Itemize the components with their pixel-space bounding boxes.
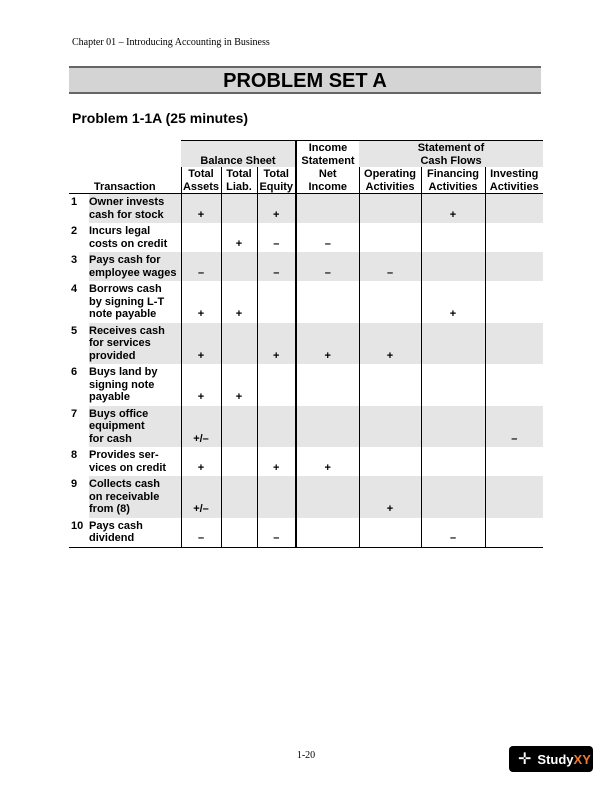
cell-investing: – [485,406,543,448]
transaction-line: employee wages [89,266,177,279]
table-row [69,281,543,323]
cell-operating [359,194,421,224]
cell-financing: – [421,518,485,548]
problem-table [69,140,543,548]
cell-liab [221,323,257,365]
table-row [69,223,543,252]
cell-financing [421,406,485,448]
cell-financing: + [421,194,485,224]
cell-investing [485,518,543,548]
cell-liab: + [221,223,257,252]
cell-income [296,281,359,323]
badge-text: StudyXY [537,751,591,767]
group-income-statement: Income Statement [296,141,359,168]
header-total-liab: Total Liab. [221,167,257,194]
cell-investing [485,194,543,224]
header-financing: Financing Activities [421,167,485,194]
cell-investing [485,447,543,476]
cell-income: + [296,447,359,476]
page-number: 1-20 [296,750,316,761]
cell-liab [221,194,257,224]
cell-financing [421,223,485,252]
transaction-line: from (8) [89,503,130,515]
cell-investing [485,323,543,365]
cell-investing [485,223,543,252]
table-row [69,364,543,406]
row-transaction [89,223,181,252]
header-net-income: Net Income [296,167,359,194]
transaction-line: Receives cash [89,324,165,337]
table-row [69,194,543,224]
cell-assets: + [181,364,221,406]
cell-liab [221,406,257,448]
cell-income: – [296,252,359,281]
cell-equity [257,364,296,406]
transaction-line: on receivable [89,490,160,503]
cell-income: + [296,323,359,365]
cell-liab [221,476,257,518]
cell-income [296,194,359,224]
cell-equity: + [257,323,296,365]
table-row [69,518,543,548]
chapter-header: Chapter 01 – Introducing Accounting in Business [72,37,270,48]
cell-financing [421,364,485,406]
transaction-line: note payable [89,308,157,320]
header-investing: Investing Activities [485,167,543,194]
row-transaction [89,252,181,281]
row-transaction [89,518,181,548]
header-total-equity: Total Equity [257,167,296,194]
transaction-line: dividend [89,532,135,544]
transaction-line: Incurs legal [89,225,151,237]
row-number: 1 [71,196,78,208]
cell-operating [359,447,421,476]
transaction-line: Buys land by [89,366,158,378]
cell-financing [421,323,485,365]
cell-liab: + [221,281,257,323]
cell-investing [485,252,543,281]
cell-financing [421,447,485,476]
cell-assets: +/– [181,406,221,448]
row-transaction [89,476,181,518]
transaction-line: for services [89,337,151,349]
cell-income [296,476,359,518]
header-total-assets: Total Assets [182,168,220,193]
row-transaction [89,323,181,365]
row-number: 6 [71,366,78,378]
cell-liab [221,447,257,476]
row-transaction [89,281,181,323]
row-number: 7 [71,407,78,420]
cell-assets: – [181,252,221,281]
transaction-line: by signing L-T [89,295,165,308]
cell-operating: – [359,252,421,281]
plus-icon: ✛ [518,751,532,768]
cell-operating [359,364,421,406]
cell-equity [257,476,296,518]
cell-equity: – [257,252,296,281]
transaction-line: signing note [89,378,155,391]
table-row [69,476,543,518]
cell-assets: + [181,194,221,224]
row-number: 9 [71,478,78,490]
cell-investing [485,281,543,323]
cell-assets: + [181,281,221,323]
row-transaction [89,447,181,476]
cell-assets: + [181,323,221,365]
page-title: PROBLEM SET A [69,66,541,94]
studyxy-badge[interactable] [509,746,593,772]
cell-equity: + [257,194,296,224]
row-number: 5 [71,324,78,337]
row-number: 4 [71,283,78,295]
cell-operating: + [359,476,421,518]
cell-liab [221,518,257,548]
cell-liab [221,252,257,281]
cell-equity [257,281,296,323]
row-number: 10 [69,518,89,548]
transaction-line: Collects cash [89,478,160,490]
cell-income: – [296,223,359,252]
cell-equity: + [257,447,296,476]
transaction-line: Borrows cash [89,283,162,295]
transaction-line: costs on credit [89,237,168,250]
cell-assets: +/– [181,476,221,518]
cell-income [296,406,359,448]
transaction-line: Provides ser- [89,449,159,461]
blank-header [69,141,181,168]
cell-assets: – [181,518,221,548]
cell-income [296,364,359,406]
transaction-line: Pays cash for [89,254,161,266]
cell-investing [485,476,543,518]
cell-operating [359,406,421,448]
cell-equity [257,406,296,448]
transaction-line: for cash [89,432,132,445]
table-row [69,252,543,281]
row-transaction [89,194,181,224]
header-operating: Operating Activities [359,167,421,194]
cell-operating [359,518,421,548]
transaction-line: Owner invests [89,196,165,208]
cell-operating: + [359,323,421,365]
row-number: 2 [71,225,78,237]
row-transaction [89,364,181,406]
cell-assets: + [181,447,221,476]
cell-liab: + [221,364,257,406]
cell-assets [181,223,221,252]
cell-equity: – [257,223,296,252]
cell-financing [421,252,485,281]
transaction-line: cash for stock [89,208,164,221]
table-row [69,447,543,476]
cell-operating [359,223,421,252]
transaction-line: Pays cash [89,519,143,532]
cell-financing: + [421,281,485,323]
cell-investing [485,364,543,406]
row-transaction [89,406,181,448]
transaction-line: provided [89,349,136,362]
row-number: 8 [71,449,78,461]
problem-title: Problem 1-1A (25 minutes) [72,110,249,126]
table-row [69,406,543,448]
transaction-line: equipment [89,420,145,432]
cell-financing [421,476,485,518]
cell-equity: – [257,518,296,548]
group-cash-flows: Statement of Cash Flows [359,141,543,168]
group-balance-sheet: Balance Sheet [181,141,296,168]
cell-income [296,518,359,548]
transaction-line: payable [89,391,130,403]
transaction-line: vices on credit [89,461,167,474]
header-transaction: Transaction [69,167,181,194]
row-number: 3 [71,254,78,266]
cell-operating [359,281,421,323]
transaction-line: Buys office [89,407,149,420]
table-row [69,323,543,365]
